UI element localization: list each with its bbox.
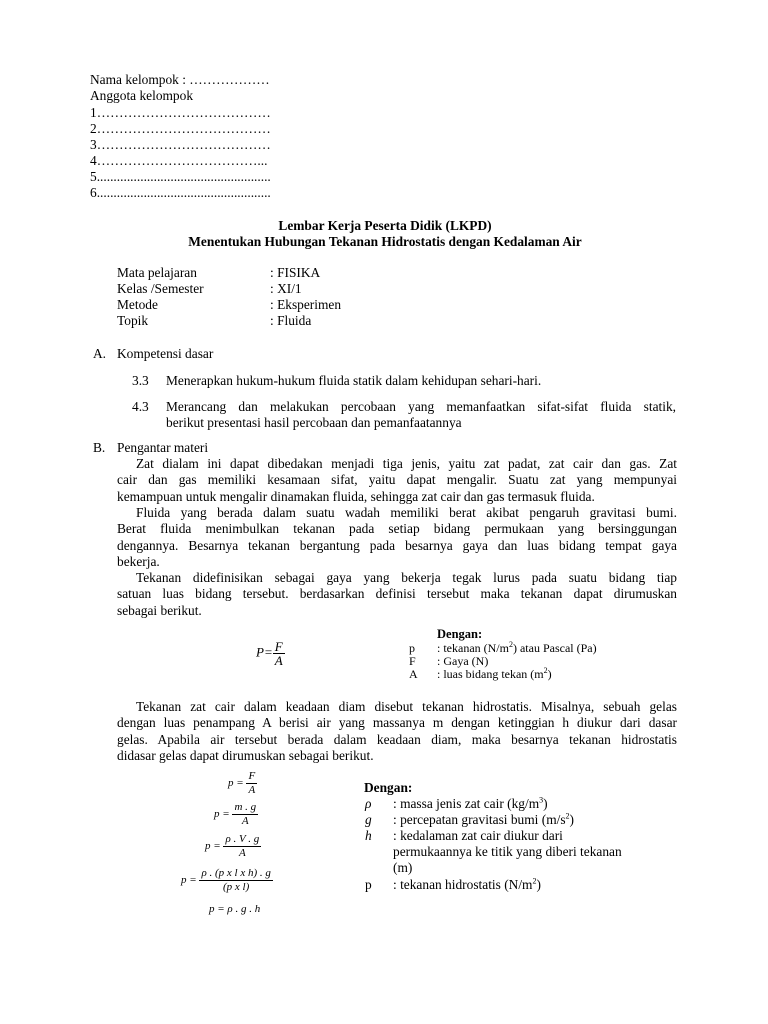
legend-description bbox=[393, 796, 548, 812]
step-denominator: (p x l) bbox=[223, 881, 250, 893]
member-line-3: 3………………………………… bbox=[90, 137, 271, 152]
step-lhs: p = bbox=[205, 840, 221, 853]
section-b-heading: Pengantar materi bbox=[117, 440, 209, 455]
step-numerator: F bbox=[248, 770, 256, 782]
step-fraction bbox=[223, 833, 261, 860]
paragraph-line: kemampuan untuk mengalir dinamakan fluida, sehingga zat cair dan gas termasuk fluida. bbox=[117, 488, 595, 504]
legend-text: : tekanan (N/m bbox=[437, 641, 509, 655]
info-label: Metode bbox=[117, 297, 158, 312]
pressure-formula bbox=[256, 640, 285, 667]
step-lhs: p = bbox=[214, 808, 230, 821]
paragraph-line: dengannya. Besarnya tekanan bergantung pada besarnya gaya dan luas bidang tempat gaya bbox=[117, 537, 677, 553]
members-label: Anggota kelompok bbox=[90, 88, 194, 103]
info-value: : Eksperimen bbox=[270, 297, 342, 312]
info-label: Topik bbox=[117, 313, 149, 328]
legend-description: : kedalaman zat cair diukur dari bbox=[393, 828, 563, 843]
step-lhs: p = bbox=[181, 874, 197, 887]
legend-description bbox=[437, 667, 552, 682]
member-line-4: 4………………………………... bbox=[90, 153, 268, 168]
paragraph-line: dengan luas penampang A berisi air yang massanya m dengan ketinggian h diukur dari dasar bbox=[117, 715, 677, 731]
derivation-step bbox=[181, 867, 273, 894]
info-value: : XI/1 bbox=[270, 281, 302, 296]
formula-denominator: A bbox=[274, 653, 283, 668]
legend-symbol: p bbox=[365, 877, 372, 892]
legend-text: : tekanan hidrostatis (N/m bbox=[393, 877, 533, 892]
legend-description: : Gaya (N) bbox=[437, 654, 489, 668]
paragraph-line: didasar gelas dapat dirumuskan sebagai berikut. bbox=[117, 748, 374, 764]
paragraph-line: Zat dialam ini dapat dibedakan menjadi tiga jenis, yaitu zat padat, zat cair dan gas. Zat bbox=[136, 456, 677, 471]
legend-text-tail: ) bbox=[547, 667, 552, 681]
competency-number: 3.3 bbox=[132, 373, 149, 388]
derivation-step bbox=[205, 833, 261, 860]
legend-text: : massa jenis zat cair (kg/m bbox=[393, 796, 540, 811]
legend-sup: 2 bbox=[508, 640, 513, 649]
step-numerator: ρ . (p x l x h) . g bbox=[201, 867, 271, 879]
step-denominator: A bbox=[248, 784, 256, 796]
step-fraction bbox=[232, 801, 258, 828]
legend-text-tail: ) bbox=[536, 877, 541, 892]
paragraph-line: cair dan gas memiliki kesamaan sifat, yaitu dapat mengalir. Suatu zat yang mempunyai bbox=[117, 472, 677, 488]
formula-equals: = bbox=[263, 644, 273, 660]
competency-text bbox=[166, 399, 676, 415]
paragraph-line: Berat fluida menimbulkan tekanan pada setiap bidang permukaan yang bersinggungan bbox=[117, 521, 677, 537]
info-value: : Fluida bbox=[270, 313, 312, 328]
derivation-step bbox=[228, 770, 257, 797]
step-denominator: A bbox=[241, 815, 249, 827]
paragraph-line: Fluida yang berada dalam suatu wadah memiliki berat akibat pengaruh gravitasi bumi. bbox=[136, 505, 677, 520]
paragraph-line: sebagai berikut. bbox=[117, 602, 202, 618]
competency-number: 4.3 bbox=[132, 399, 149, 414]
member-line-5: 5.................................................... bbox=[90, 169, 271, 184]
competency-text-line: Merancang dan melakukan percobaan yang memanfaatkan sifat-sifat fluida statik, bbox=[166, 399, 676, 414]
paragraph-line: Tekanan didefinisikan sebagai gaya yang bekerja tegak lurus pada suatu bidang tiap bbox=[136, 570, 677, 585]
paragraph-line: bekerja. bbox=[117, 554, 160, 570]
legend-symbol: p bbox=[409, 641, 415, 655]
step-lhs: p = bbox=[228, 777, 244, 790]
member-line-2: 2………………………………… bbox=[90, 121, 271, 136]
competency-text: Menerapkan hukum-hukum fluida statik dalam kehidupan sehari-hari. bbox=[166, 373, 542, 388]
legend-sup: 2 bbox=[543, 666, 548, 675]
legend-title: Dengan: bbox=[364, 780, 413, 795]
document-title: Lembar Kerja Peserta Didik (LKPD) bbox=[278, 218, 492, 233]
document-subtitle: Menentukan Hubungan Tekanan Hidrostatis dengan Kedalaman Air bbox=[188, 234, 582, 249]
step-numerator: m . g bbox=[234, 801, 257, 813]
legend-symbol: A bbox=[409, 667, 418, 681]
paragraph-2 bbox=[117, 505, 677, 571]
section-a-heading: Kompetensi dasar bbox=[117, 346, 214, 361]
paragraph-line: gelas. Apabila air tersebut berada dalam keadaan diam, maka besarnya tekanan hidrostatis bbox=[117, 731, 677, 747]
legend-text-tail: ) bbox=[569, 812, 575, 827]
formula-numerator: F bbox=[274, 639, 283, 654]
legend-description: permukaannya ke titik yang diberi tekanan bbox=[393, 844, 622, 859]
info-label: Kelas /Semester bbox=[117, 281, 204, 296]
legend-symbol: F bbox=[409, 654, 416, 668]
formula-lhs: P bbox=[256, 644, 264, 660]
member-line-6: 6.................................................... bbox=[90, 185, 271, 200]
legend-sup: 3 bbox=[539, 795, 544, 805]
info-value: : FISIKA bbox=[270, 265, 321, 280]
competency-text-line: berikut presentasi hasil percobaan dan pemanfaatannya bbox=[166, 415, 462, 430]
derivation-step bbox=[214, 801, 258, 828]
formula-fraction bbox=[273, 640, 285, 667]
legend-symbol: g bbox=[365, 812, 372, 827]
step-denominator: A bbox=[238, 847, 246, 859]
derivation-step-final: p = ρ . g . h bbox=[209, 903, 261, 915]
legend-description bbox=[393, 877, 541, 893]
legend-description: (m) bbox=[393, 860, 413, 875]
paragraph-1 bbox=[117, 456, 677, 505]
member-line-1: 1………………………………… bbox=[90, 105, 271, 120]
paragraph-4 bbox=[117, 699, 677, 765]
paragraph-line: satuan luas bidang tersebut. berdasarkan definisi tersebut maka tekanan dapat dirumuskan bbox=[117, 586, 677, 602]
section-a-marker: A. bbox=[93, 346, 107, 361]
paragraph-3 bbox=[117, 570, 677, 619]
paragraph-line: Tekanan zat cair dalam keadaan diam disebut tekanan hidrostatis. Misalnya, sebuah gelas bbox=[136, 699, 677, 714]
info-label: Mata pelajaran bbox=[117, 265, 197, 280]
step-numerator: ρ . V . g bbox=[225, 833, 260, 845]
legend-text: : luas bidang tekan (m bbox=[437, 667, 544, 681]
legend-symbol: ρ bbox=[365, 796, 372, 811]
legend-text-tail: ) atau Pascal (Pa) bbox=[512, 641, 597, 655]
legend-text: : percepatan gravitasi bumi (m/s bbox=[393, 812, 566, 827]
legend-title: Dengan: bbox=[437, 627, 483, 641]
section-b-marker: B. bbox=[93, 440, 106, 455]
legend-description bbox=[393, 812, 574, 828]
group-name-line: Nama kelompok : ……………… bbox=[90, 72, 270, 87]
legend-text-tail: ) bbox=[543, 796, 548, 811]
step-fraction bbox=[246, 770, 257, 797]
step-fraction bbox=[199, 867, 272, 894]
legend-sup: 2 bbox=[532, 876, 537, 886]
legend-symbol: h bbox=[365, 828, 372, 843]
legend-sup: 2 bbox=[565, 811, 570, 821]
